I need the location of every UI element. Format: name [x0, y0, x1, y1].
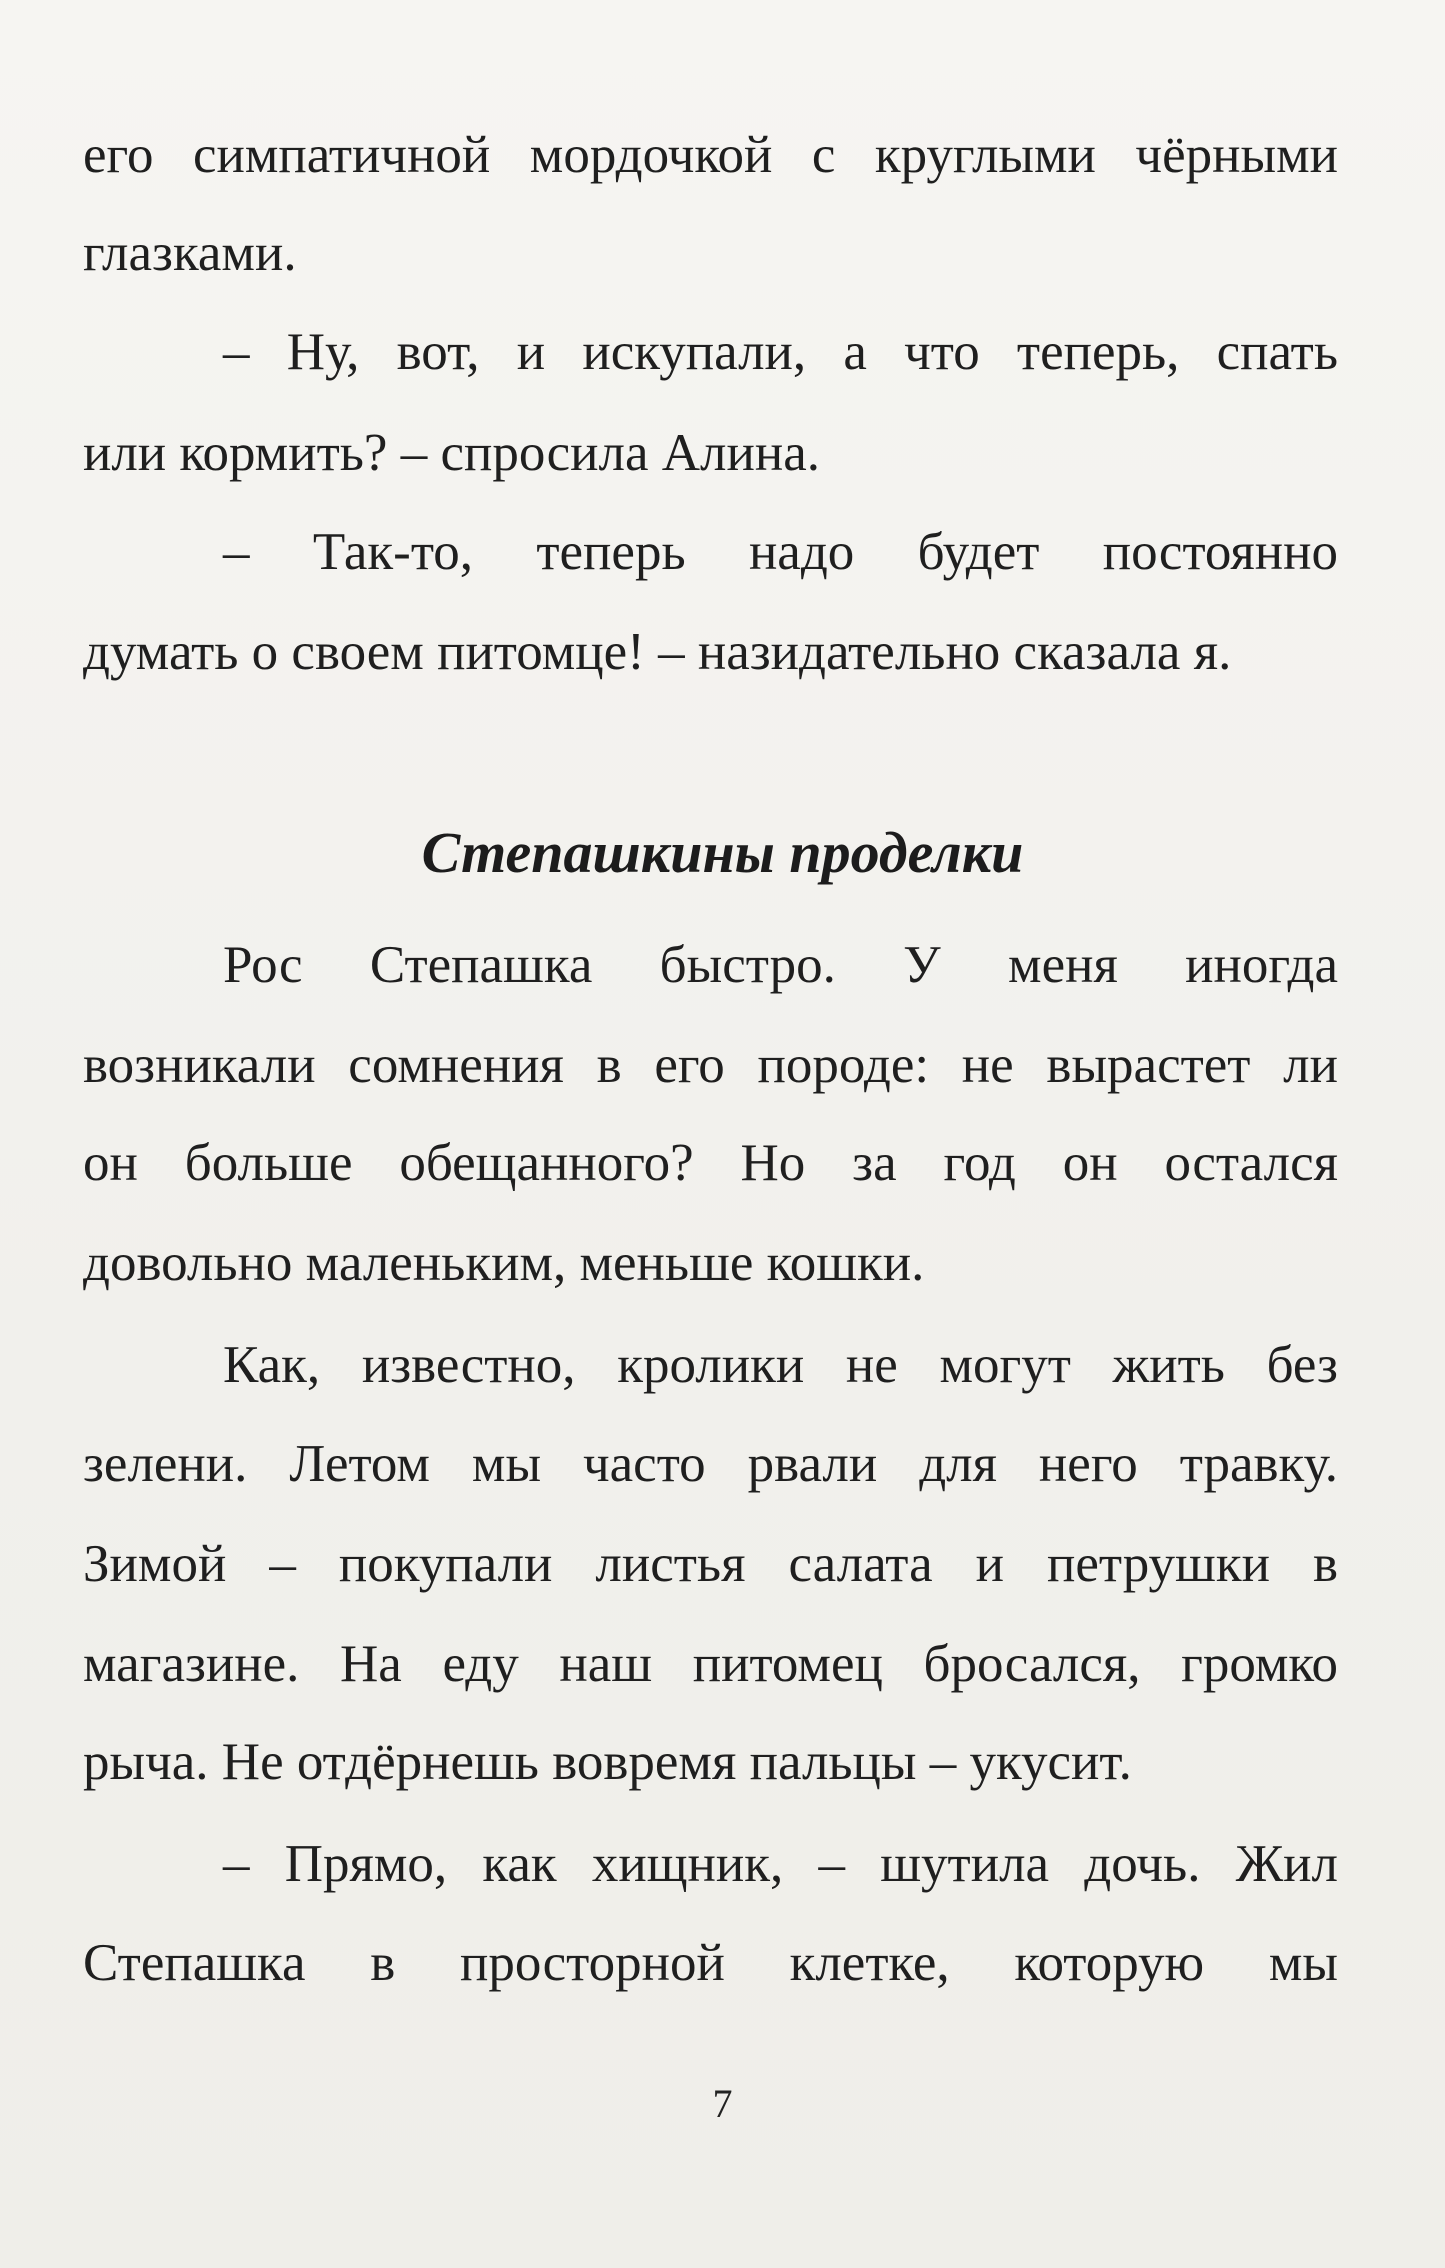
section-heading: Степашкины проделки — [421, 820, 1024, 885]
text-line: зелени. Летом мы часто рвали для него травку. — [83, 1435, 1338, 1493]
text-line: Рос Степашка быстро. У меня иногда — [223, 936, 1338, 994]
text-line: – Так-то, теперь надо будет постоянно — [223, 523, 1338, 581]
text-line: или кормить? – спросила Алина. — [83, 424, 820, 482]
text-line: возникали сомнения в его породе: не вырастет ли — [83, 1036, 1338, 1094]
text-line: – Ну, вот, и искупали, а что теперь, спать — [223, 323, 1338, 381]
text-line: глазками. — [83, 224, 297, 282]
text-line: его симпатичной мордочкой с круглыми чёрными — [83, 126, 1338, 184]
text-line: магазине. На еду наш питомец бросался, громко — [83, 1635, 1338, 1693]
text-line: Зимой – покупали листья салата и петрушки в — [83, 1535, 1338, 1593]
text-line: довольно маленьким, меньше кошки. — [83, 1234, 925, 1292]
page-number: 7 — [712, 2081, 733, 2126]
text-line: Как, известно, кролики не могут жить без — [223, 1336, 1338, 1394]
text-line: он больше обещанного? Но за год он остался — [83, 1134, 1338, 1192]
text-line: рыча. Не отдёрнешь вовремя пальцы – укусит. — [83, 1733, 1132, 1791]
text-line: Степашка в просторной клетке, которую мы — [83, 1934, 1338, 1992]
text-line: – Прямо, как хищник, – шутила дочь. Жил — [223, 1835, 1338, 1893]
text-line: думать о своем питомце! – назидательно сказала я. — [83, 623, 1232, 681]
